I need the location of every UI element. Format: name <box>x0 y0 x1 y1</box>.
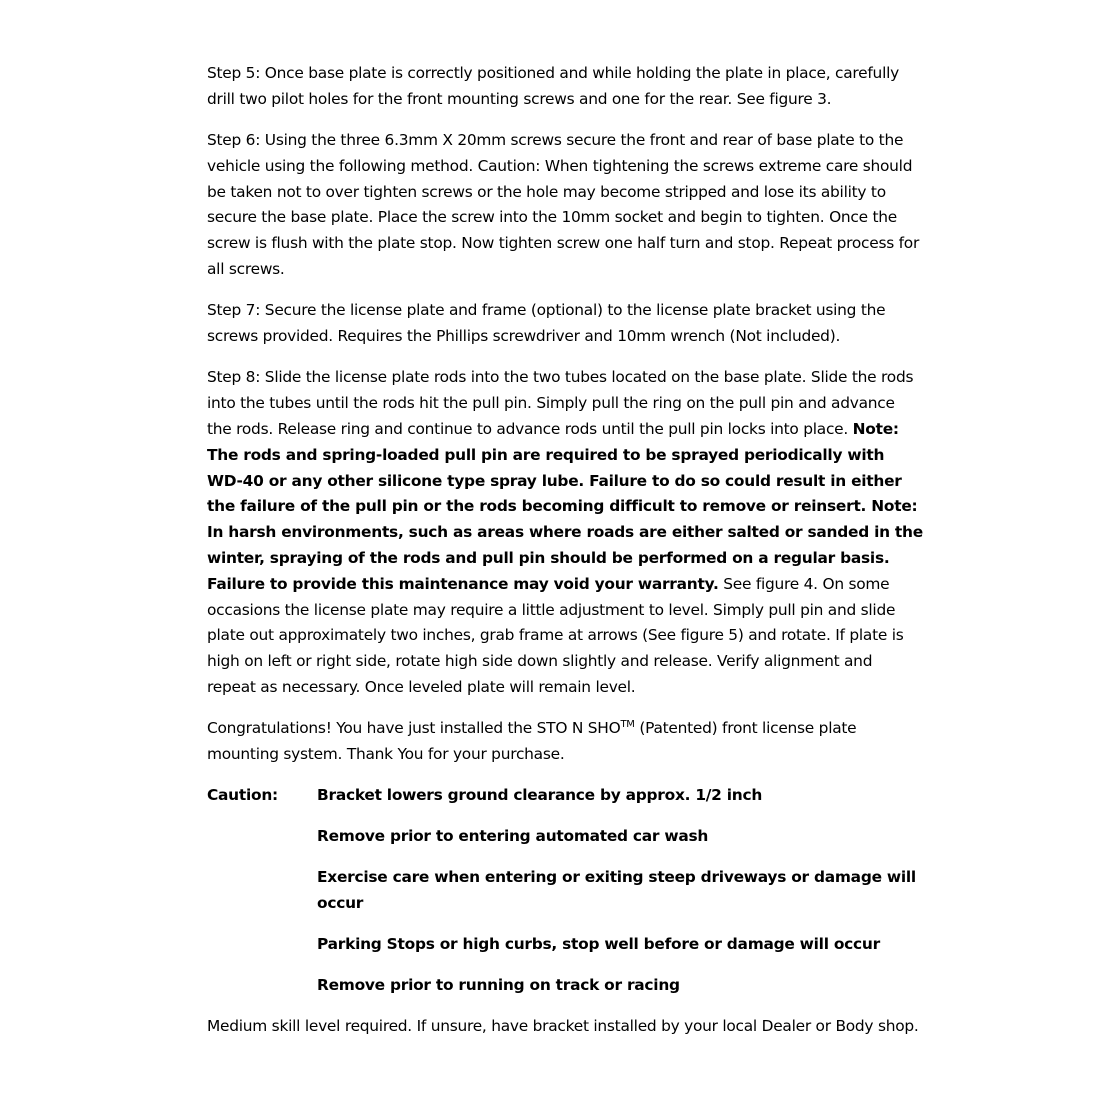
caution-item <box>207 824 923 850</box>
caution-item-text: Remove prior to entering automated car wash <box>317 827 709 846</box>
caution-item <box>207 932 923 958</box>
step-8-paragraph <box>207 365 923 700</box>
caution-label: Caution: <box>207 786 278 805</box>
skill-level-note: Medium skill level required. If unsure, have bracket installed by your local Dealer or Body shop. <box>207 1017 919 1036</box>
step-6-paragraph: Step 6: Using the three 6.3mm X 20mm screws secure the front and rear of base plate to the vehicle using the following method. Caution: When tightening the screws extreme care should be taken not to over tighten screws or the hole may become stripped and lose its ability to secure the base plate. Place the screw into the 10mm socket and begin to tighten. Once the screw is flush with the plate stop. Now tighten screw one half turn and stop. Repeat process for all screws. <box>207 131 920 279</box>
step-7-paragraph: Step 7: Secure the license plate and frame (optional) to the license plate bracket using the screws provided. Requires the Phillips screwdriver and 10mm wrench (Not included). <box>207 301 886 346</box>
step-8-outro: See figure 4. On some occasions the license plate may require a little adjustment to level. Simply pull pin and slide plate out approximately two inches, grab frame at arrows (See figure 5) and rotate. If plate is high on left or right side, rotate high side down slightly and release. Verify alignment and repeat as necessary. Once leveled plate will remain level. <box>207 574 904 697</box>
step-8-maintenance-note: Note: The rods and spring-loaded pull pin are required to be sprayed periodically with WD-40 or any other silicone type spray lube. Failure to do so could result in either the failure of the pull pin or the rods becoming difficult to remove or reinsert. Note: In harsh environments, such as areas where roads are either salted or sanded in the winter, spraying of the rods and pull pin should be performed on a regular basis. Failure to provide this maintenance may void your warranty. <box>207 420 923 593</box>
caution-item-text: Parking Stops or high curbs, stop well before or damage will occur <box>317 935 880 954</box>
step-5-paragraph: Step 5: Once base plate is correctly positioned and while holding the plate in place, carefully drill two pilot holes for the front mounting screws and one for the rear. See figure 3. <box>207 64 899 108</box>
caution-item <box>207 865 923 917</box>
congrats-text-before: Congratulations! You have just installed the STO N SHO <box>207 719 621 738</box>
trademark-mark: TM <box>620 719 635 731</box>
caution-item <box>207 973 923 999</box>
document-page <box>207 61 923 1040</box>
step-8-intro: Step 8: Slide the license plate rods into the two tubes located on the base plate. Slide the rods into the tubes until the rods hit the pull pin. Simply pull the ring on the pull pin and advance the rods. Release ring and continue to advance rods until the pull pin locks into place. <box>207 368 914 439</box>
congrats-text-after: (Patented) front license plate mounting system. Thank You for your purchase. <box>207 719 857 764</box>
congratulations-paragraph <box>207 716 923 768</box>
caution-item-text: Exercise care when entering or exiting steep driveways or damage will occur <box>317 868 916 913</box>
caution-item-text: Bracket lowers ground clearance by approx. 1/2 inch <box>317 786 763 805</box>
caution-section <box>207 783 923 999</box>
caution-item-text: Remove prior to running on track or racing <box>317 976 680 995</box>
caution-item <box>207 783 923 809</box>
